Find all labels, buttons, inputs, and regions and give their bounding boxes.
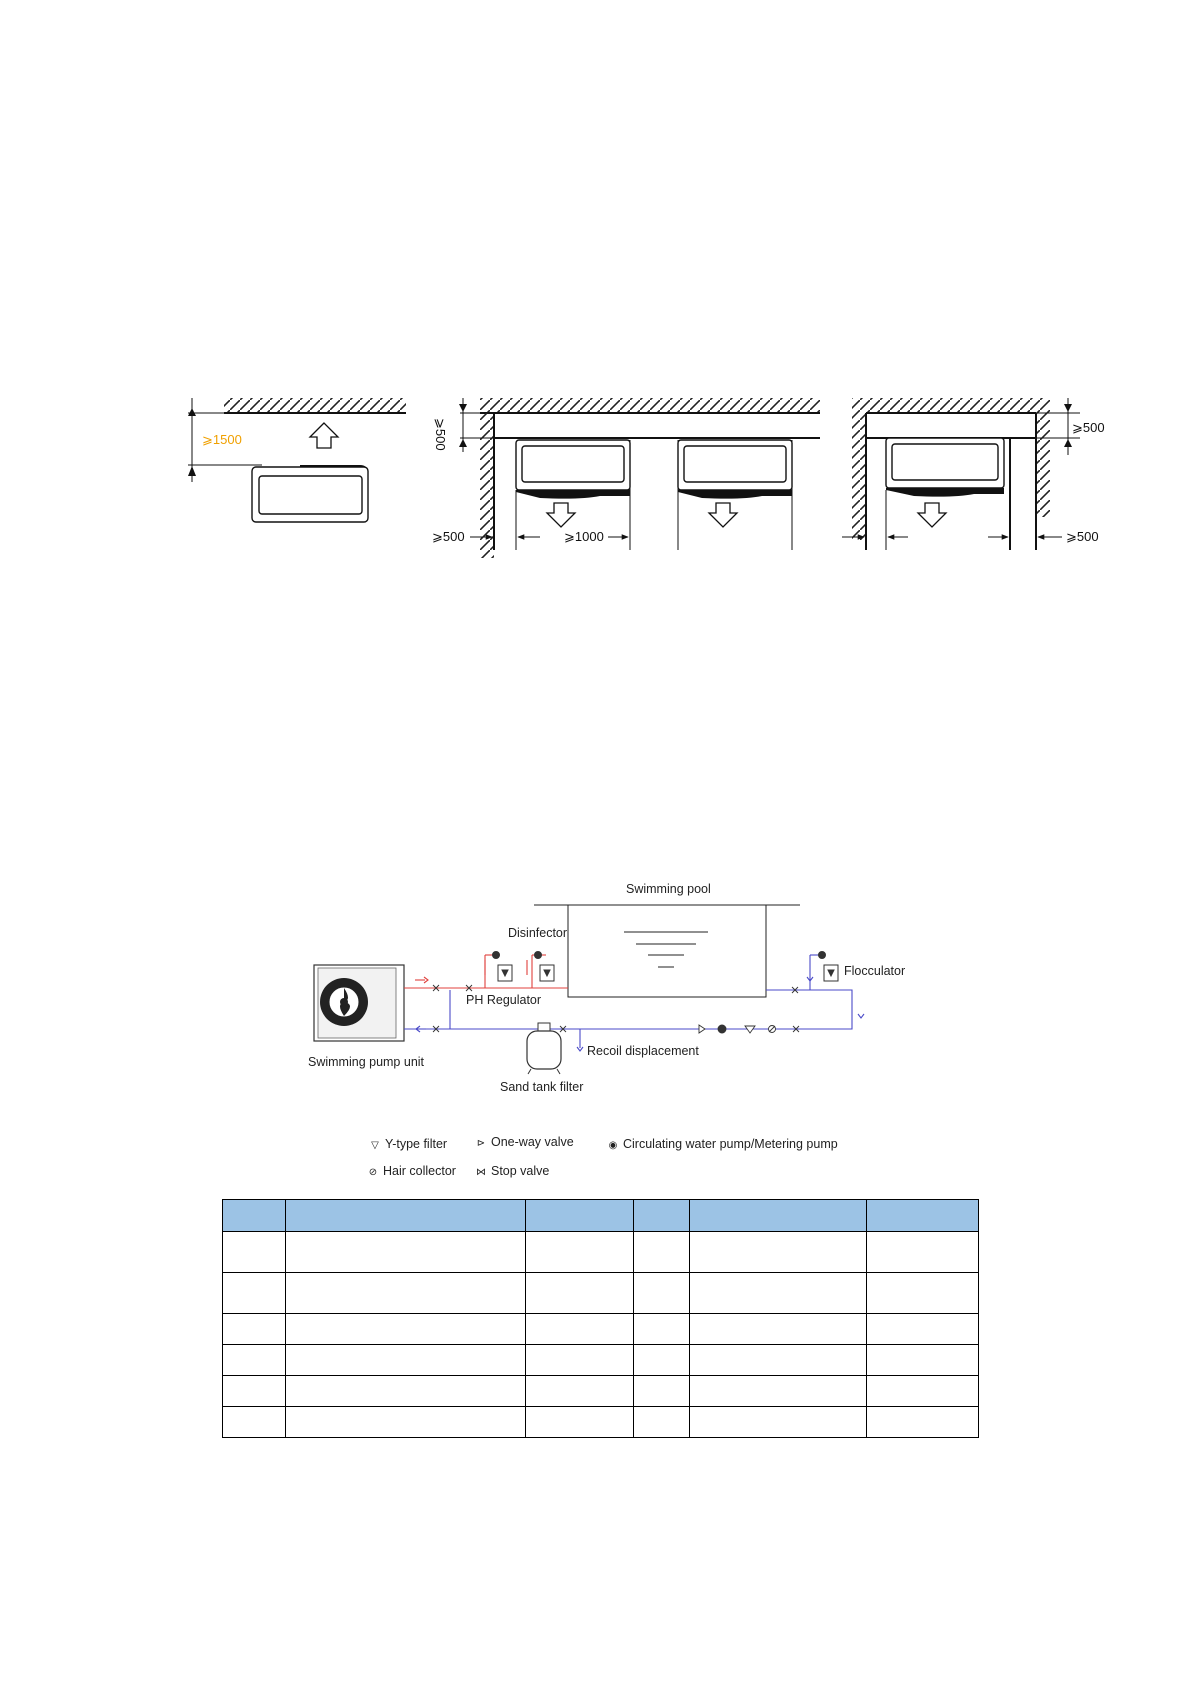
- table-cell: [634, 1345, 690, 1376]
- heat-pump-unit: [516, 440, 630, 499]
- table-cell: [223, 1376, 286, 1407]
- wall-top-gap-label: ⩾500: [433, 418, 448, 451]
- table-row: [223, 1376, 979, 1407]
- table-cell: [634, 1314, 690, 1345]
- table-cell: [690, 1232, 867, 1273]
- table-header-cell: [526, 1200, 634, 1232]
- panel-corner-clearance: [842, 398, 1105, 550]
- corner-right-gap-label: ⩾500: [1066, 529, 1099, 544]
- airflow-down-icon: [547, 503, 575, 527]
- hair-collector-icon: ⊘: [368, 1167, 378, 1178]
- table-cell: [634, 1273, 690, 1314]
- pool-label: Swimming pool: [626, 882, 711, 896]
- table-cell: [690, 1376, 867, 1407]
- legend-y-filter: [368, 1137, 447, 1151]
- ph-regulator-label: PH Regulator: [466, 993, 542, 1007]
- table-cell: [634, 1407, 690, 1438]
- table-cell: [223, 1345, 286, 1376]
- flocculator: [819, 952, 839, 982]
- disinfector: [493, 952, 555, 982]
- installation-clearance-diagram: [0, 0, 1191, 600]
- table-cell: [526, 1376, 634, 1407]
- table-cell: [634, 1376, 690, 1407]
- flocculator-label: Flocculator: [844, 964, 906, 978]
- legend-label: Circulating water pump/Metering pump: [623, 1137, 838, 1151]
- table-cell: [286, 1314, 526, 1345]
- heat-pump-unit: [678, 440, 792, 499]
- table-cell: [223, 1407, 286, 1438]
- table-cell: [286, 1273, 526, 1314]
- table-header-cell: [223, 1200, 286, 1232]
- recoil-label: Recoil displacement: [587, 1044, 699, 1058]
- y-filter-icon: ▽: [371, 1140, 379, 1151]
- legend-label: Y-type filter: [385, 1137, 448, 1151]
- between-units-gap-label: ⩾1000: [564, 529, 604, 544]
- table-cell: [690, 1314, 867, 1345]
- one-way-valve-icon: ⊳: [476, 1138, 486, 1149]
- table-cell: [526, 1345, 634, 1376]
- table-cell: [223, 1273, 286, 1314]
- table-cell: [286, 1232, 526, 1273]
- legend-stop-valve: [474, 1164, 549, 1178]
- table-row: [223, 1407, 979, 1438]
- table-cell: [867, 1273, 979, 1314]
- table-header-cell: [867, 1200, 979, 1232]
- table-header-cell: [690, 1200, 867, 1232]
- legend-hair-collector: [366, 1164, 456, 1178]
- circulating-pump-icon: [718, 1025, 726, 1033]
- pump-unit-label: Swimming pump unit: [308, 1055, 425, 1069]
- pool-piping-diagram: [0, 860, 1191, 1100]
- table-row: [223, 1232, 979, 1273]
- one-way-valve-icon: [699, 1025, 705, 1033]
- table-header-row: [223, 1200, 979, 1232]
- table-cell: [526, 1232, 634, 1273]
- panel-multi-unit-clearance: [432, 398, 820, 558]
- table-cell: [867, 1407, 979, 1438]
- sand-tank-filter: [500, 1023, 583, 1094]
- table-cell: [526, 1407, 634, 1438]
- table-cell: [867, 1345, 979, 1376]
- table-row: [223, 1314, 979, 1345]
- airflow-down-icon: [709, 503, 737, 527]
- table-cell: [867, 1314, 979, 1345]
- legend-label: One-way valve: [491, 1135, 574, 1149]
- table-cell: [286, 1376, 526, 1407]
- table-cell: [690, 1407, 867, 1438]
- table-cell: [690, 1345, 867, 1376]
- table-cell: [526, 1273, 634, 1314]
- table-cell: [634, 1232, 690, 1273]
- top-gap-label: ⩾1500: [202, 432, 242, 447]
- legend-one-way-valve: [474, 1135, 574, 1149]
- airflow-down-icon: [918, 503, 946, 527]
- disinfector-label: Disinfector: [508, 926, 568, 940]
- table-cell: [526, 1314, 634, 1345]
- heat-pump-unit: [252, 465, 368, 522]
- table-cell: [223, 1232, 286, 1273]
- table-header-cell: [286, 1200, 526, 1232]
- circulating-pump-icon: ◉: [608, 1140, 618, 1151]
- stop-valve-icon: ⋈: [476, 1167, 486, 1178]
- table-cell: [286, 1407, 526, 1438]
- table-cell: [223, 1314, 286, 1345]
- side-left-gap-label: ⩾500: [432, 529, 465, 544]
- spec-table: [222, 1199, 979, 1438]
- heat-pump-unit: [886, 438, 1004, 497]
- table-row: [223, 1273, 979, 1314]
- legend-circ-pump: [606, 1137, 838, 1151]
- table-cell: [690, 1273, 867, 1314]
- table-cell: [867, 1232, 979, 1273]
- wall-hatch: [224, 398, 406, 412]
- airflow-up-icon: [310, 423, 338, 448]
- legend-label: Stop valve: [491, 1164, 550, 1178]
- table-header-cell: [634, 1200, 690, 1232]
- table-row: [223, 1345, 979, 1376]
- legend-label: Hair collector: [383, 1164, 456, 1178]
- sand-filter-label: Sand tank filter: [500, 1080, 584, 1094]
- swimming-pool: [534, 882, 800, 997]
- corner-top-gap-label: ⩾500: [1072, 420, 1105, 435]
- panel-top-clearance: [188, 398, 406, 522]
- swimming-pump-unit: [308, 965, 425, 1069]
- table-cell: [286, 1345, 526, 1376]
- table-cell: [867, 1376, 979, 1407]
